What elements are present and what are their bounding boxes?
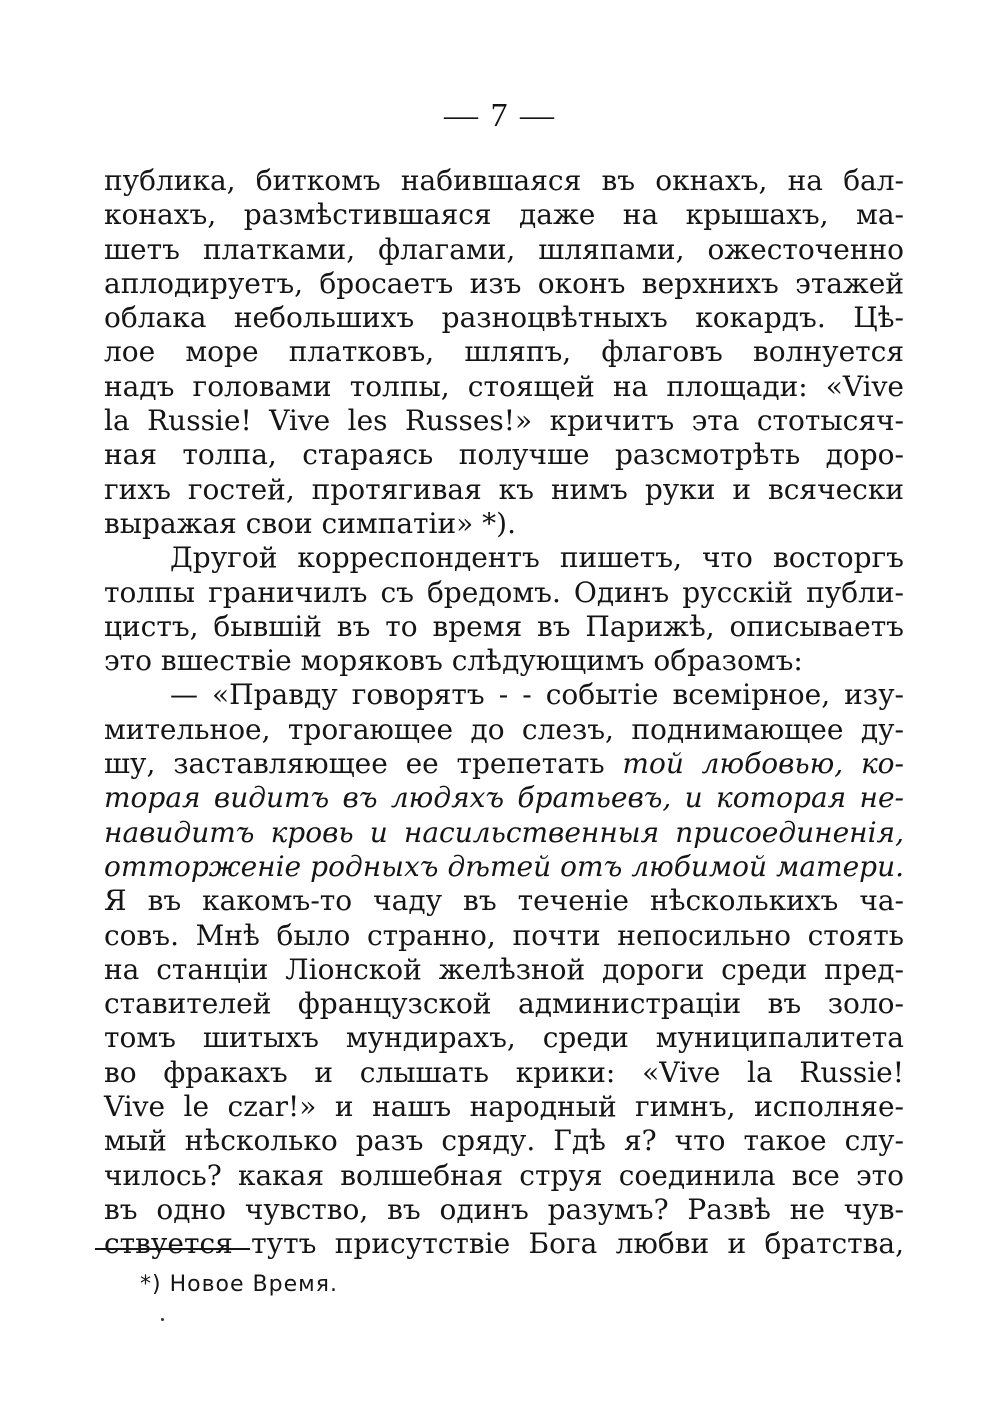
text-line: на станціи Ліонской желѣзной дороги среди пред- (104, 952, 904, 986)
text-line: ная толпа, стараясь получше разсмотрѣть доро- (104, 438, 904, 472)
text-line: томъ шитыхъ мундирахъ, среди муниципалитета (104, 1021, 904, 1055)
text-line: выражая свои симпатіи» *). (104, 506, 516, 540)
text-line: Я въ какомъ-то чаду въ теченіе нѣсколькихъ ча- (104, 884, 904, 918)
text-line: мительное, трогающее до слезъ, поднимающее ду- (104, 712, 904, 746)
print-speck (161, 1318, 164, 1321)
italic-text-line: навидитъ кровь и насильственныя присоединенія, (104, 815, 904, 849)
italic-text-line: отторженіе родныхъ дѣтей отъ любимой матери. (104, 849, 904, 883)
page-number: — 7 — (444, 97, 556, 134)
text-line: аплодируетъ, бросаетъ изъ оконъ верхнихъ этажей (104, 266, 904, 300)
text-line: надъ головами толпы, стоящей на площади: «Vive (104, 369, 904, 403)
text-line: чилось? какая волшебная струя соединила все это (104, 1158, 904, 1192)
footnote: *) Новое Время. (140, 1272, 338, 1297)
text-line: въ одно чувство, въ одинъ разумъ? Развѣ не чув- (104, 1192, 904, 1226)
italic-text-line: торая видитъ въ людяхъ братьевъ, и которая не- (104, 781, 904, 815)
text-segment: шу, заставляющее ее трепетать (104, 747, 605, 781)
text-line: Vive le czar!» и нашъ народный гимнъ, исполняе- (104, 1090, 904, 1124)
body-text (104, 164, 904, 1262)
text-line (104, 747, 904, 781)
text-line: ставителей французской администраціи въ золо- (104, 987, 904, 1021)
text-line: публика, биткомъ набившаяся въ окнахъ, на бал- (104, 164, 904, 197)
italic-text-segment: той любовью, ко- (622, 747, 904, 781)
text-line: во фракахъ и слышать крики: «Vive la Russie! (104, 1055, 904, 1089)
text-line: облака небольшихъ разноцвѣтныхъ кокардъ. Цѣ- (104, 301, 904, 335)
footnote-divider (95, 1248, 250, 1250)
text-line: толпы граничилъ съ бредомъ. Одинъ русскій публи- (104, 575, 904, 609)
text-line: лое море платковъ, шляпъ, флаговъ волнуется (104, 335, 904, 369)
text-line: цистъ, бывшій въ то время въ Парижѣ, описываетъ (104, 609, 904, 643)
text-line: конахъ, размѣстившаяся даже на крышахъ, ма- (104, 198, 904, 232)
paragraph-start-line: — «Правду говорятъ - - событіе всемірное, изу- (170, 678, 904, 712)
text-line: совъ. Мнѣ было странно, почти непосильно стоять (104, 918, 904, 952)
text-line: это вшествіе моряковъ слѣдующимъ образомъ: (104, 644, 803, 678)
text-line: шетъ платками, флагами, шляпами, ожесточенно (104, 232, 904, 266)
paragraph-start-line: Другой корреспондентъ пишетъ, что восторгъ (170, 541, 904, 575)
text-line: гихъ гостей, протягивая къ нимъ руки и всячески (104, 472, 904, 506)
text-line: ствуется тутъ присутствіе Бога любви и братства, (104, 1227, 904, 1261)
text-line: мый нѣсколько разъ сряду. Гдѣ я? что такое слу- (104, 1124, 904, 1158)
text-line: la Russie! Vive les Russes!» кричитъ эта стотысяч- (104, 404, 904, 438)
